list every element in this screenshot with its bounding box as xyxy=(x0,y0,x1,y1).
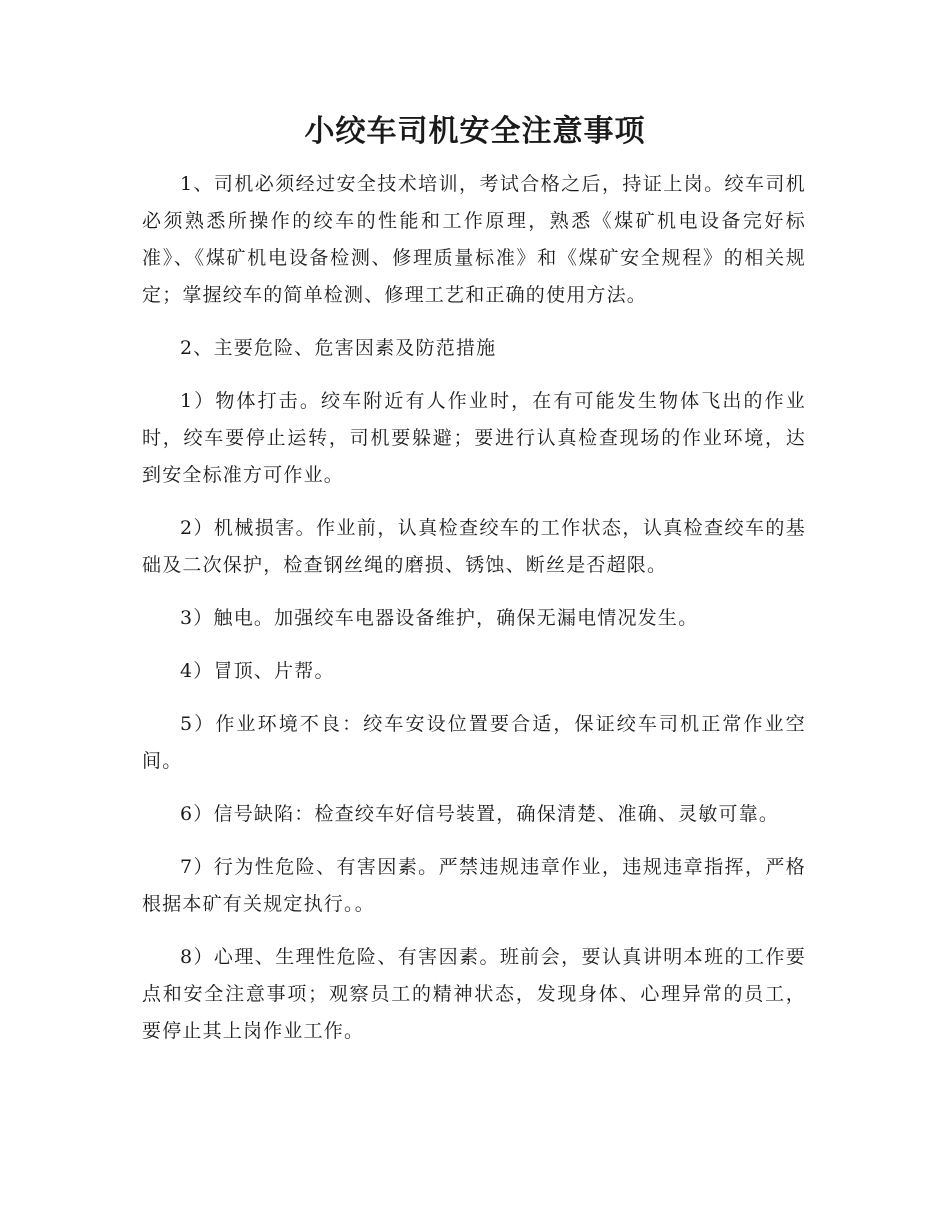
paragraph-electric-shock: 3）触电。加强绞车电器设备维护，确保无漏电情况发生。 xyxy=(180,607,699,629)
paragraph-psychological-hazard: 8）心理、生理性危险、有害因素。班前会，要认真讲明本班的工作要点和安全注意事项；观察员工的精神状态，发现身体、心理异常的员工，要停止其上岗作业工作。 xyxy=(142,946,806,1042)
paragraph-work-environment: 5）作业环境不良：绞车安设位置要合适，保证绞车司机正常作业空间。 xyxy=(142,713,806,772)
paragraph-mechanical-damage: 2）机械损害。作业前，认真检查绞车的工作状态，认真检查绞车的基础及二次保护，检查钢丝绳的磨损、锈蚀、断丝是否超限。 xyxy=(142,517,806,576)
paragraph-object-strike: 1）物体打击。绞车附近有人作业时，在有可能发生物体飞出的作业时，绞车要停止运转，司机要躲避；要进行认真检查现场的作业环境，达到安全标准方可作业。 xyxy=(142,390,806,486)
paragraph-qualification: 1、司机必须经过安全技术培训，考试合格之后，持证上岗。绞车司机必须熟悉所操作的绞车的性能和工作原理，熟悉《煤矿机电设备完好标准》、《煤矿机电设备检测、修理质量标准》和《煤矿安全规程》的相关规定；掌握绞车的简单检测、修理工艺和正确的使用方法。 xyxy=(142,173,806,306)
paragraph-roof-fall: 4）冒顶、片帮。 xyxy=(180,660,335,682)
paragraph-signal-defect: 6）信号缺陷：检查绞车好信号装置，确保清楚、准确、灵敏可靠。 xyxy=(180,803,780,825)
paragraph-behavioral-hazard: 7）行为性危险、有害因素。严禁违规违章作业，违规违章指挥，严格根据本矿有关规定执行。。 xyxy=(142,856,806,915)
document-body xyxy=(142,166,806,1066)
document-title: 小绞车司机安全注意事项 xyxy=(304,114,646,149)
paragraph-hazards-heading: 2、主要危险、危害因素及防范措施 xyxy=(180,337,497,359)
